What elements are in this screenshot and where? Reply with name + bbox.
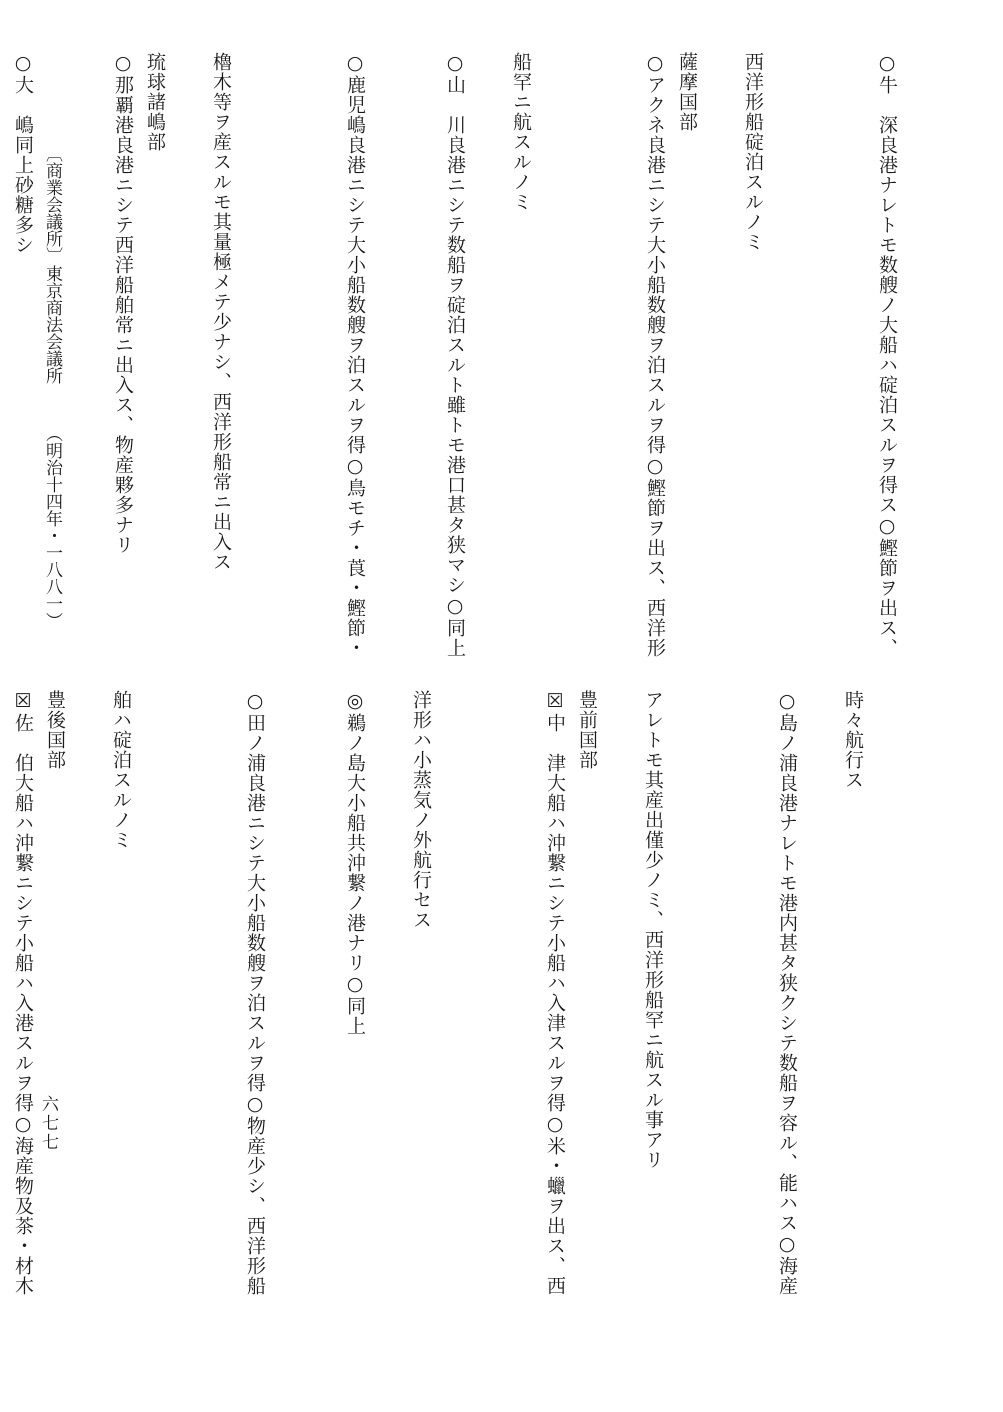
port-name: ○牛 深 [876, 52, 898, 135]
description-text: 大船ハ沖繋ニシテ小船ハ入港スルヲ得○海産物及茶・材木 [12, 773, 34, 1296]
footer-source: 〔商業会議所〕 [42, 145, 62, 264]
description-text: 良港ナレトモ港内甚タ狭クシテ数船ヲ容ル、能ハス○海産 [776, 773, 798, 1296]
port-entry-line [0, 52, 39, 652]
province-heading: 豊後国部 [44, 690, 66, 770]
port-entry-line [371, 690, 471, 1290]
province-heading: 薩摩国部 [676, 52, 698, 132]
description-text: 舶ハ碇泊スルノミ [110, 690, 132, 850]
port-entry-line [471, 52, 571, 652]
port-entry-line [571, 52, 671, 658]
port-entry-line [371, 52, 471, 658]
port-entry-line [803, 52, 903, 658]
port-name: ○田ノ浦 [244, 690, 266, 773]
port-entry-line [703, 52, 803, 652]
port-entry-line [703, 690, 803, 1296]
page-number: 六七七 [38, 1095, 58, 1152]
description-text: 良港ニシテ西洋船舶常ニ出入ス、物産夥多ナリ [112, 135, 134, 555]
continuation-line [803, 690, 903, 1290]
port-name: ○鹿児嶋 [344, 52, 366, 135]
description-text: 洋形ハ小蒸気ノ外航行セス [410, 690, 432, 930]
port-name: ○山 川 [444, 52, 466, 135]
port-name: ○大 嶋 [12, 52, 34, 135]
description-text: 櫓木等ヲ産スルモ其量極メテ少ナシ、西洋形船常ニ出入ス [210, 52, 232, 572]
port-name: ○アクネ [644, 52, 666, 135]
port-name: ☒佐 伯 [12, 690, 34, 773]
port-entry-line [271, 690, 371, 1290]
description-text: 大船ハ沖繋ニシテ小船ハ入津スルヲ得○米・蠟ヲ出ス、西 [544, 773, 566, 1296]
port-entry-line [271, 52, 371, 658]
description-text: 良港ニシテ大小船数艘ヲ泊スルヲ得○鰹節ヲ出ス、西洋形 [644, 135, 666, 658]
description-text: アレトモ其産出僅少ノミ、西洋形船罕ニ航スル事アリ [642, 690, 664, 1170]
province-heading: 豊前国部 [576, 690, 598, 770]
description-text: 大小船共沖繋ノ港ナリ○同上 [344, 773, 366, 1036]
description-text: 良港ニシテ数船ヲ碇泊スルト雖トモ港口甚タ狭マシ○同上 [444, 135, 466, 658]
port-name: ◎鵜ノ島 [344, 690, 366, 773]
upper-text-block [0, 52, 903, 658]
description-text: 良港ニシテ大小船数艘ヲ泊スルヲ得○鳥モチ・莨・鰹節・ [344, 135, 366, 658]
description-text: 時々航行ス [842, 690, 864, 790]
footer-publisher: 東京商法会議所 [42, 265, 62, 384]
port-entry-line [0, 690, 39, 1296]
port-entry-line [471, 690, 571, 1296]
port-name: ○那覇港 [112, 52, 134, 135]
description-text: 船罕ニ航スルノミ [510, 52, 532, 212]
description-text: 西洋形船碇泊スルノミ [742, 52, 764, 252]
port-name: ☒中 津 [544, 690, 566, 773]
port-entry-line [171, 52, 271, 652]
footer-date: （明治十四年・一八八一） [42, 425, 62, 629]
description-text: 同上砂糖多シ [12, 135, 34, 255]
port-entry-line [603, 690, 703, 1290]
port-entry-line [171, 690, 271, 1296]
description-text: 良港ニシテ大小船数艘ヲ泊スルヲ得○物産少シ、西洋形船 [244, 773, 266, 1296]
province-heading: 琉球諸嶋部 [144, 52, 166, 152]
port-name: ○島ノ浦 [776, 690, 798, 773]
description-text: 良港ナレトモ数艘ノ大船ハ碇泊スルヲ得ス○鰹節ヲ出ス、 [876, 135, 898, 658]
lower-text-block [0, 690, 903, 1296]
port-entry-line [71, 690, 171, 1290]
